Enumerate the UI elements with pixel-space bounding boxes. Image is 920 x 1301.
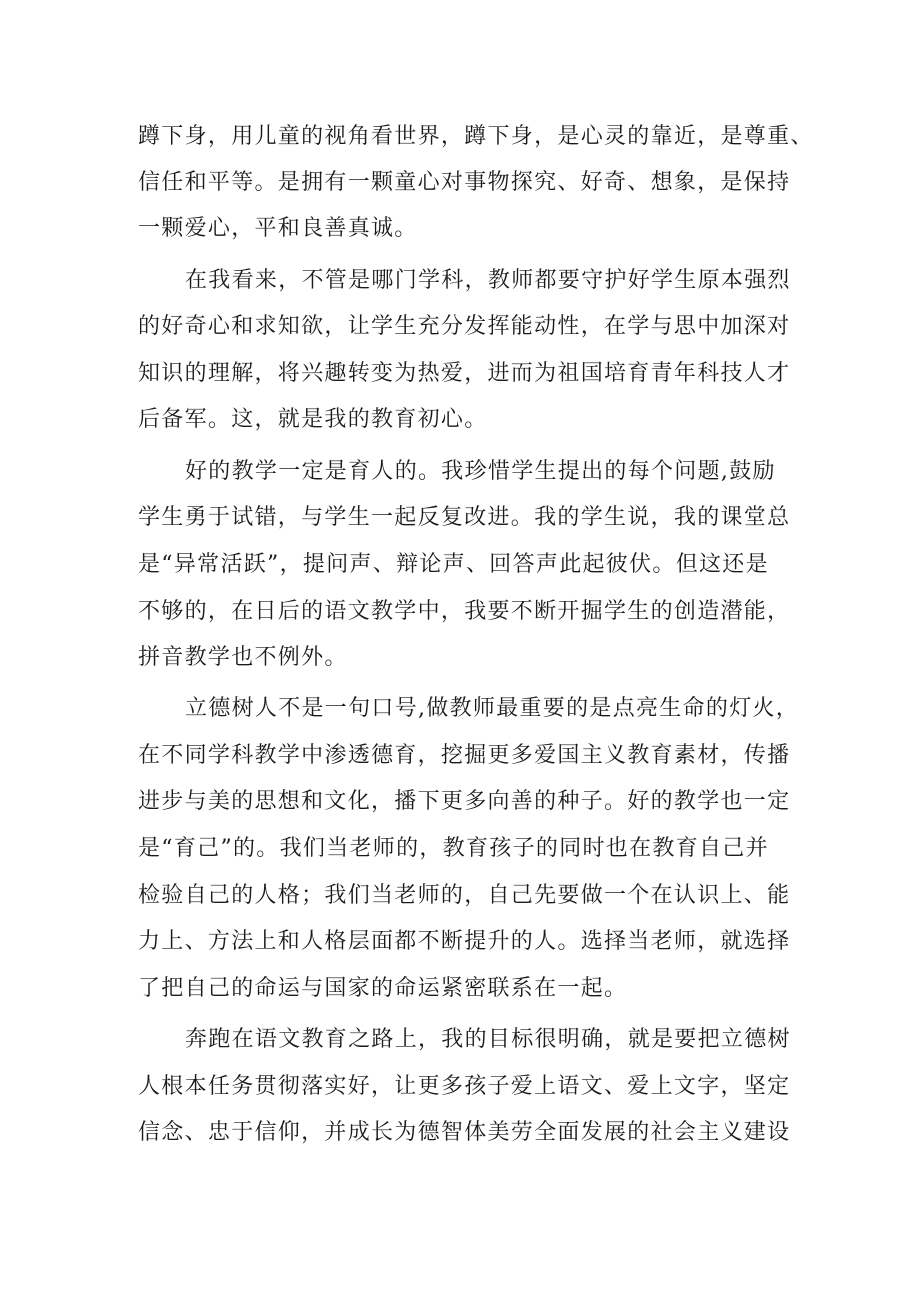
text-line: 信任和平等。是拥有一颗童心对事物探究、好奇、想象，是保持 bbox=[138, 170, 791, 195]
text-line: 在不同学科教学中渗透德育，挖掘更多爱国主义教育素材，传播 bbox=[138, 743, 791, 768]
text-line: 后备军。这，就是我的教育初心。 bbox=[138, 407, 488, 432]
text-line: 知识的理解，将兴趣转变为热爱，进而为祖国培育青年科技人才 bbox=[138, 361, 791, 386]
text-line: 的好奇心和求知欲，让学生充分发挥能动性，在学与思中加深对 bbox=[138, 314, 791, 339]
paragraph-start-line: 奔跑在语文教育之路上，我的目标很明确，就是要把立德树 bbox=[185, 1027, 791, 1052]
text-line: 人根本任务贯彻落实好，让更多孩子爱上语文、爱上文字，坚定 bbox=[138, 1074, 791, 1099]
paragraph-start-line: 在我看来，不管是哪门学科，教师都要守护好学生原本强烈 bbox=[185, 268, 791, 293]
paragraph-start-line: 好的教学一定是育人的。我珍惜学生提出的每个问题,鼓励 bbox=[185, 459, 776, 484]
text-line: 拼音教学也不例外。 bbox=[138, 645, 348, 670]
text-line: 不够的，在日后的语文教学中，我要不断开掘学生的创造潜能， bbox=[138, 599, 791, 624]
text-line: 是“育己”的。我们当老师的，教育孩子的同时也在教育自己并 bbox=[138, 836, 769, 861]
text-line: 学生勇于试错，与学生一起反复改进。我的学生说，我的课堂总 bbox=[138, 505, 791, 530]
text-line: 一颗爱心，平和良善真诚。 bbox=[138, 216, 418, 241]
text-line: 蹲下身，用儿童的视角看世界，蹲下身，是心灵的靠近，是尊重、 bbox=[138, 124, 814, 149]
text-line: 进步与美的思想和文化，播下更多向善的种子。好的教学也一定 bbox=[138, 789, 791, 814]
text-line: 信念、忠于信仰，并成长为德智体美劳全面发展的社会主义建设 bbox=[138, 1120, 791, 1145]
paragraph-start-line: 立德树人不是一句口号,做教师最重要的是点亮生命的灯火， bbox=[185, 696, 800, 721]
text-line: 力上、方法上和人格层面都不断提升的人。选择当老师，就选择 bbox=[138, 929, 791, 954]
text-line: 是“异常活跃”，提问声、辩论声、回答声此起彼伏。但这还是 bbox=[138, 552, 769, 577]
text-line: 了把自己的命运与国家的命运紧密联系在一起。 bbox=[138, 976, 628, 1001]
text-line: 检验自己的人格；我们当老师的，自己先要做一个在认识上、能 bbox=[138, 883, 791, 908]
